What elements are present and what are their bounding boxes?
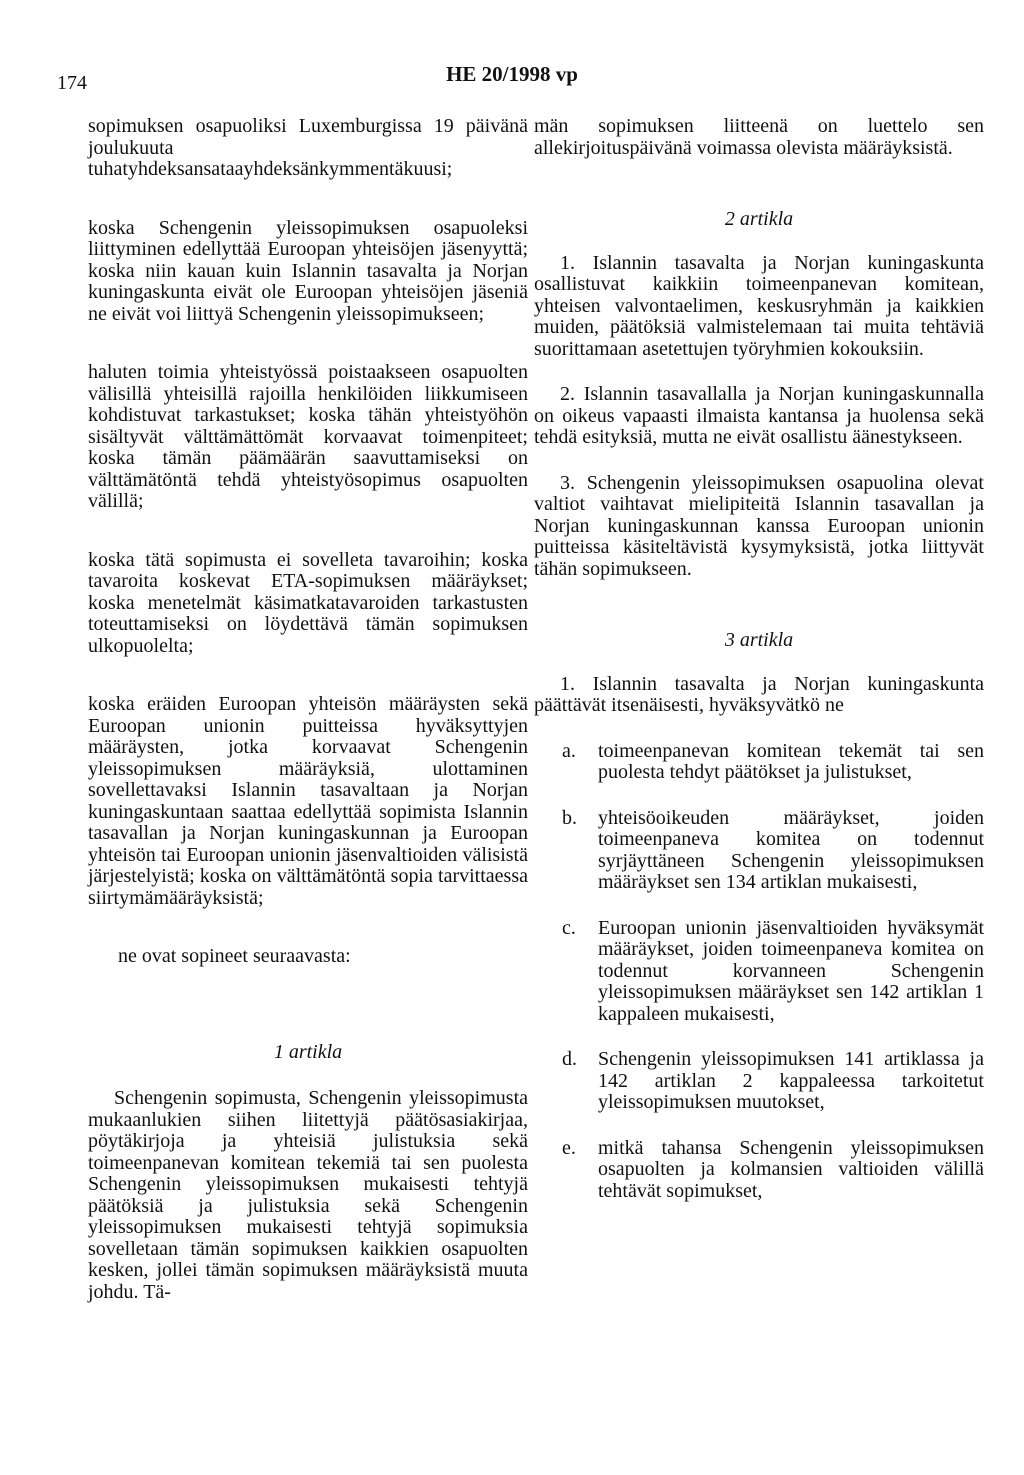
article-2-paragraph-1: 1. Islannin tasavalta ja Norjan kuningaskunta osallistuvat kaikkiin toimeenpanevan komitean, yhteisen valvontaelimen, keskusryhmän ja kaikkien muiden, päätöksiä valmistelemaan tai muita tehtäviä suorittamaan asetettujen työryhmien kokouksiin. bbox=[534, 251, 984, 360]
list-letter: c. bbox=[562, 916, 576, 939]
preamble-paragraph-5: koska eräiden Euroopan yhteisön määräysten sekä Euroopan unionin puitteissa hyväksyttyjen määräysten, jotka korvaavat Schengenin yleissopimuksen määräyksiä, ulottaminen sovellettavaksi Islannin tasavaltaan ja Norjan kuningaskuntaan saattaa edellyttää sopimista Islannin tasavallan ja Norjan kuningaskunnan ja Euroopan yhteisön tai Euroopan unionin jäsenvaltioiden välisistä järjestelyistä; koska on välttämätöntä sopia tarvittaessa siirtymämääräyksistä; bbox=[88, 693, 528, 909]
article-2-title: 2 artikla bbox=[724, 208, 794, 230]
list-item-b bbox=[534, 808, 984, 894]
article-1-text: Schengenin sopimusta, Schengenin yleissopimusta mukaanlukien siihen liitettyjä päätösasiakirjaa, pöytäkirjoja ja yhteisiä julistuksia sekä toimeenpanevan komitean tekemiä tai sen puolesta Schengenin yleissopimuksen mukaisesti tehtyjä päätöksiä ja julistuksia sekä Schengenin yleissopimuksen mukaisesti tehtyjä sopimuksia sovelletaan tämän sopimuksen kaikkien osapuolten kesken, jollei tämän sopimuksen määräyksistä muuta johdu. Tä- bbox=[88, 1087, 528, 1303]
article-2-paragraph-3: 3. Schengenin yleissopimuksen osapuolina olevat valtiot vaihtavat mielipiteitä Islannin tasavallan ja Norjan kuningaskunnan kanssa Euroopan unionin puitteissa käsiteltävistä kysymyksistä, jotka liittyvät tähän sopimukseen. bbox=[534, 471, 984, 580]
list-text: mitkä tahansa Schengenin yleissopimuksen osapuolten ja kolmansien valtioiden välillä tehtävät sopimukset, bbox=[598, 1136, 984, 1202]
article-3-title: 3 artikla bbox=[724, 629, 794, 651]
list-letter: b. bbox=[562, 806, 577, 829]
document-title: HE 20/1998 vp bbox=[446, 62, 578, 86]
list-text: Euroopan unionin jäsenvaltioiden hyväksymät määräykset, joiden toimeenpaneva komitea on todennut korvanneen Schengenin yleissopimuksen määräykset sen 142 artiklan 1 kappaleen mukaisesti, bbox=[598, 916, 984, 1025]
list-letter: d. bbox=[562, 1048, 577, 1070]
right-column bbox=[534, 114, 984, 1202]
list-text: yhteisöoikeuden määräykset, joiden toimeenpaneva komitea on todennut syrjäyttäneen Schengenin yleissopimuksen määräykset sen 134 artiklan mukaisesti, bbox=[598, 806, 984, 893]
article-2-paragraph-2: 2. Islannin tasavallalla ja Norjan kuningaskunnalla on oikeus vapaasti ilmaista kantansa ja huolensa sekä tehdä esityksiä, mutta ne eivät osallistu äänestykseen. bbox=[534, 383, 984, 448]
continuation-paragraph: män sopimuksen liitteenä on luettelo sen allekirjoituspäivänä voimassa olevista määräyksistä. bbox=[534, 115, 984, 159]
preamble-paragraph-2: koska Schengenin yleissopimuksen osapuoleksi liittyminen edellyttää Euroopan yhteisöjen jäsenyyttä; koska niin kauan kuin Islannin tasavalta ja Norjan kuningaskunta eivät ole Euroopan yhteisöjen jäseniä ne eivät voi liittyä Schengenin yleissopimukseen; bbox=[88, 216, 528, 325]
list-item-e bbox=[534, 1138, 984, 1203]
list-item-d bbox=[534, 1049, 984, 1114]
list-letter: e. bbox=[562, 1136, 576, 1159]
list-text: toimeenpanevan komitean tekemät tai sen puolesta tehdyt päätökset ja julistukset, bbox=[598, 739, 984, 783]
list-text: Schengenin yleissopimuksen 141 artiklassa ja 142 artiklan 2 kappaleessa tarkoitetut yleissopimuksen muutokset, bbox=[598, 1048, 984, 1113]
left-column bbox=[88, 114, 528, 1303]
preamble-paragraph-1: sopimuksen osapuoliksi Luxemburgissa 19 päivänä joulukuuta tuhatyhdeksansataayhdeksänkymmentäkuusi; bbox=[88, 115, 528, 180]
article-1-title: 1 artikla bbox=[273, 1040, 343, 1063]
preamble-paragraph-3: haluten toimia yhteistyössä poistaakseen osapuolten välisillä yhteisillä rajoilla henkilöiden liikkumiseen kohdistuvat tarkastukset; koska tähän yhteistyöhön sisältyvät välttämättömät korvaavat toimenpiteet; koska tämän päämäärän saavuttamiseksi on välttämätöntä tehdä yhteistyösopimus osapuolten välillä; bbox=[88, 361, 528, 512]
list-item-a bbox=[534, 741, 984, 784]
preamble-closing: ne ovat sopineet seuraavasta: bbox=[118, 945, 351, 967]
list-item-c bbox=[534, 918, 984, 1026]
page-number: 174 bbox=[57, 72, 87, 94]
preamble-paragraph-4: koska tätä sopimusta ei sovelleta tavaroihin; koska tavaroita koskevat ETA-sopimuksen määräykset; koska menetelmät käsimatkatavaroiden tarkastusten toteuttamiseksi on löydettävä tämän sopimuksen ulkopuolelta; bbox=[88, 548, 528, 657]
article-3-paragraph-1: 1. Islannin tasavalta ja Norjan kuningaskunta päättävät itsenäisesti, hyväksyvätkö ne bbox=[534, 672, 984, 716]
list-letter: a. bbox=[562, 739, 576, 762]
